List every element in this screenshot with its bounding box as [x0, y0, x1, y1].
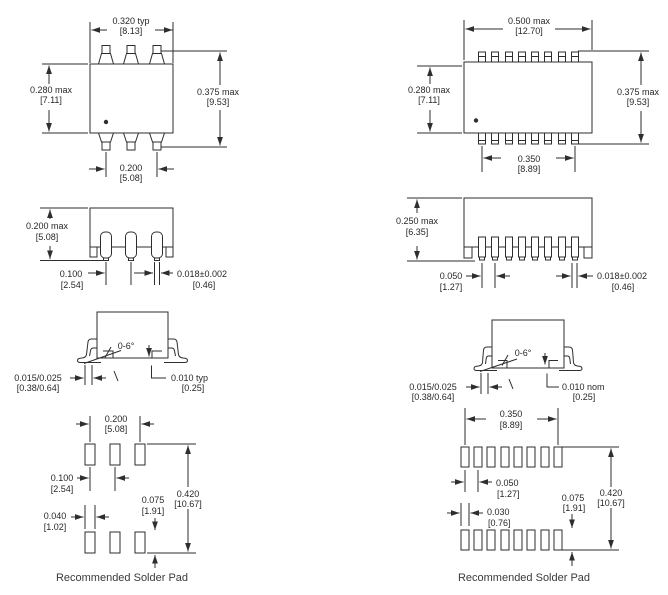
- dim-standoff-in: 0.010 typ: [171, 373, 209, 383]
- dim-padw-mm: [0.76]: [488, 518, 511, 528]
- dim-overall-mm: [9.53]: [206, 97, 230, 107]
- dim-span-mm: [5.08]: [104, 424, 128, 434]
- dim-padl-mm: [1.91]: [562, 503, 586, 513]
- dim-span-in: 0.200: [119, 163, 143, 173]
- dim-body-mm: [7.11]: [40, 95, 62, 105]
- pin: [150, 54, 165, 65]
- pin-tip: [102, 46, 110, 54]
- dim-pitch-mm: [2.54]: [60, 280, 84, 290]
- pin: [99, 133, 114, 142]
- body-step: [549, 361, 558, 368]
- dim-padl-in: 0.075: [141, 495, 165, 505]
- dim-standoff-in: 0.010 nom: [562, 382, 605, 392]
- dim-foot-mm: [0.38/0.64]: [411, 392, 455, 402]
- dim-standoff-mm: [0.25]: [181, 383, 205, 393]
- dip6-pad-layout: [44, 414, 202, 584]
- dim-width-in: 0.500 max: [507, 16, 551, 26]
- dim-lead-mm: [0.46]: [611, 282, 635, 292]
- lead-inner-line: [168, 348, 176, 356]
- legs: [479, 237, 579, 260]
- dim-outer-in: 0.420: [176, 489, 200, 499]
- dim-angle: 0-6°: [117, 341, 135, 351]
- dim-pitch-in: 0.100: [50, 473, 74, 483]
- pin: [124, 133, 139, 142]
- dim-lead-in: 0.018±0.002: [177, 269, 227, 279]
- dip6-lead-view: [14, 312, 208, 393]
- dim-outer-mm: [10.67]: [174, 499, 202, 509]
- dim-height-in: 0.200 max: [25, 221, 69, 231]
- dim-height-in: 0.250 max: [395, 216, 439, 226]
- dim-body-mm: [7.11]: [418, 95, 440, 105]
- dim-standoff-mm: [0.25]: [572, 392, 596, 402]
- bottom-pins: [479, 133, 579, 144]
- dim-padw-in: 0.030: [487, 507, 510, 517]
- pin: [124, 54, 139, 65]
- solder-pad-caption: Recommended Solder Pad: [457, 572, 591, 584]
- dim-pitch-mm: [2.54]: [50, 484, 74, 494]
- dim-width-mm: [12.70]: [515, 26, 543, 36]
- gullwing-lead: [559, 347, 582, 371]
- dim-width-mm: [8.13]: [119, 26, 143, 36]
- dim-foot-in: 0.015/0.025: [409, 382, 457, 392]
- dim-span-in: 0.350: [499, 409, 523, 419]
- pkg16-side-view: [396, 198, 647, 292]
- dim-span-mm: [8.89]: [517, 164, 541, 174]
- standoff-leader: [547, 374, 559, 388]
- pin-tip: [102, 142, 110, 150]
- dim-span-in: 0.200: [104, 414, 128, 424]
- solder-pads: [85, 444, 145, 553]
- dim-body-in: 0.280 max: [29, 85, 73, 95]
- dim-overall-in: 0.375 max: [196, 87, 240, 97]
- pin-tip: [127, 142, 135, 150]
- angle-leader: [105, 347, 111, 358]
- pkg16-lead-view: [409, 320, 604, 402]
- pin1-dot: [104, 120, 108, 124]
- pin-tip: [153, 142, 161, 150]
- body-tab: [90, 247, 97, 257]
- dim-overall-mm: [9.53]: [626, 97, 650, 107]
- body-step: [152, 351, 162, 358]
- dim-angle: 0-6°: [514, 348, 532, 358]
- body-tab: [166, 247, 173, 257]
- lead-inner-line: [564, 356, 571, 364]
- package-body: [90, 64, 173, 133]
- dim-pitch-in: 0.050: [439, 271, 463, 281]
- angle-tick: [509, 379, 513, 389]
- dim-outer-in: 0.420: [599, 488, 623, 498]
- dim-pitch-in: 0.050: [496, 478, 519, 488]
- legs: [101, 232, 163, 261]
- dim-pitch-mm: [1.27]: [439, 282, 463, 292]
- dim-outer-mm: [10.67]: [597, 498, 625, 508]
- dim-padw-mm: [1.02]: [43, 522, 67, 532]
- pin-tip: [127, 46, 135, 54]
- dim-padw-in: 0.040: [43, 511, 67, 521]
- package-body: [464, 62, 592, 133]
- dim-pitch-in: 0.100: [59, 269, 83, 279]
- dim-height-mm: [5.08]: [35, 232, 59, 242]
- pin-tip: [153, 46, 161, 54]
- lead-inner-line: [90, 348, 98, 356]
- dim-padl-in: 0.075: [561, 493, 585, 503]
- top-pins: [479, 52, 579, 62]
- dim-pitch-mm: [1.27]: [497, 489, 520, 499]
- pkg16-top-view: [408, 16, 660, 174]
- pkg16-pad-layout: [447, 408, 625, 584]
- body-tab: [464, 247, 472, 258]
- dim-span-in: 0.350: [517, 154, 541, 164]
- dim-foot-mm: [0.38/0.64]: [16, 383, 60, 393]
- angle-reference-line: [84, 351, 121, 364]
- pin: [150, 133, 165, 142]
- dim-lead-mm: [0.46]: [192, 280, 216, 290]
- dim-height-mm: [6.35]: [405, 227, 429, 237]
- dip6-side-view: [26, 208, 227, 290]
- standoff-leader: [152, 366, 167, 379]
- angle-tick: [114, 371, 118, 381]
- pin1-dot: [474, 118, 478, 122]
- pin: [99, 54, 114, 65]
- body-tab: [584, 247, 592, 258]
- dip6-top-view: [30, 16, 240, 183]
- dim-lead-in: 0.018±0.002: [597, 271, 647, 281]
- dim-foot-in: 0.015/0.025: [14, 373, 62, 383]
- dim-overall-in: 0.375 max: [616, 87, 660, 97]
- dim-span-mm: [8.89]: [499, 420, 523, 430]
- solder-pad-caption: Recommended Solder Pad: [55, 572, 189, 584]
- dim-body-in: 0.280 max: [407, 85, 451, 95]
- lead-inner-line: [486, 356, 493, 364]
- dim-width-in: 0.320 typ: [112, 16, 150, 26]
- dim-padl-mm: [1.91]: [141, 506, 165, 516]
- dim-span-mm: [5.08]: [119, 173, 143, 183]
